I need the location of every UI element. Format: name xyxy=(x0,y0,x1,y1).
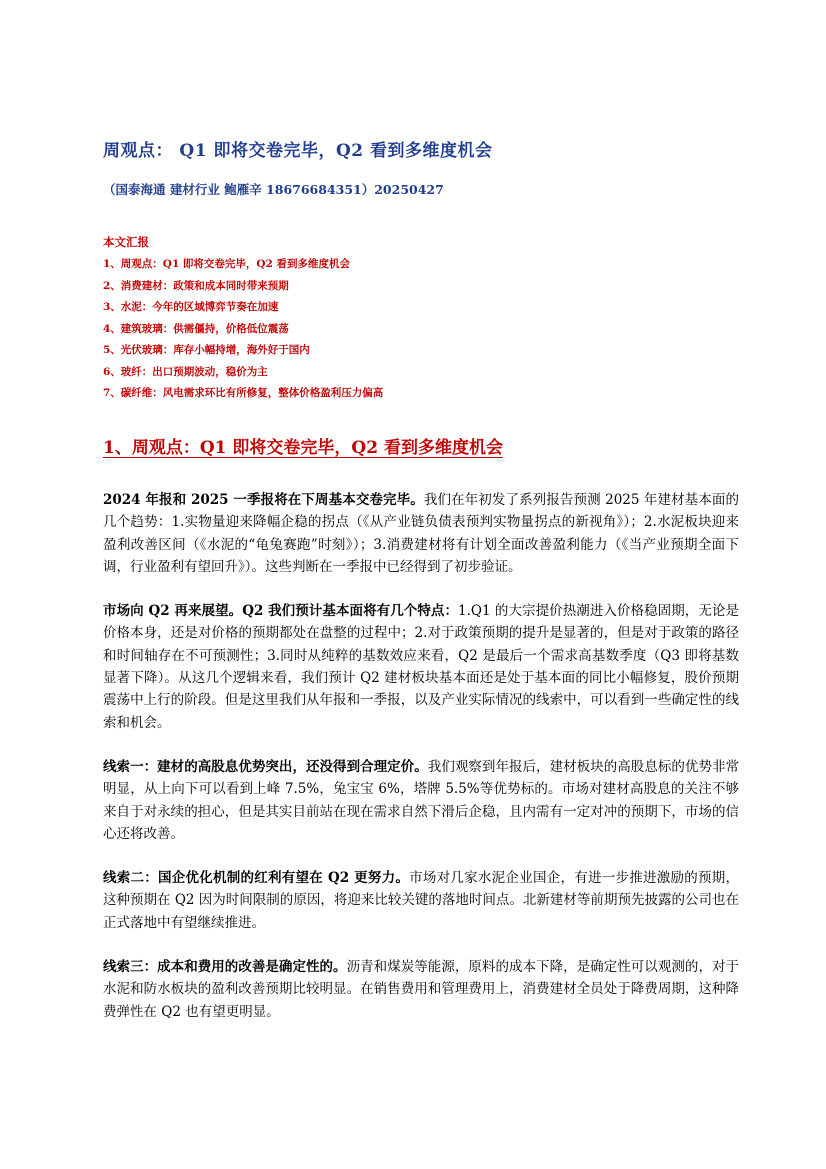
report-byline: （国泰海通 建材行业 鲍雁辛 18676684351）20250427 xyxy=(103,182,444,197)
paragraph-lead: 线索三：成本和费用的改善是确定性的。 xyxy=(103,959,347,976)
paragraph-1 xyxy=(103,489,739,578)
toc-item-6: 6、玻纤：出口预期波动，稳价为主 xyxy=(103,365,268,378)
toc-item-1: 1、周观点：Q1 即将交卷完毕，Q2 看到多维度机会 xyxy=(103,258,351,270)
toc-item-4: 4、建筑玻璃：供需僵持，价格低位震荡 xyxy=(103,322,289,335)
toc-item-7: 7、碳纤维：风电需求环比有所修复，整体价格盈利压力偏高 xyxy=(103,387,384,399)
paragraph-text: 1.Q1 的大宗提价热潮进入价格稳固期，无论是价格本身，还是对价格的预期都处在盘整的过程中；2.对于政策预期的提升是显著的，但是对于政策的路径和时间轴存在不可预测性；3.同时从纯粹的基数效应来看，Q2 是最后一个需求高基数季度（Q3 即将基数显著下降）。从这几个逻辑来看，我们预计 Q2 建材板块基本面还是处于基本面的同比小幅修复，股价预期震荡中上行的阶段。但是这里我们从年报和一季报，以及产业实际情况的线索中，可以看到一些确定性的线索和机会。 xyxy=(103,603,740,731)
toc-item-2: 2、消费建材：政策和成本同时带来预期 xyxy=(103,279,289,292)
page-title: 周观点： Q1 即将交卷完毕，Q2 看到多维度机会 xyxy=(103,141,493,161)
toc-item-3: 3、水泥：今年的区域博弈节奏在加速 xyxy=(103,301,279,313)
paragraph-3 xyxy=(103,756,739,845)
paragraph-text: 我们在年初发了系列报告预测 2025 年建材基本面的几个趋势：1.实物量迎来降幅企稳的拐点（《从产业链负债表预判实物量拐点的新视角》）；2.水泥板块迎来盈利改善区间（《水泥的“龟兔赛跑”时刻》）；3.消费建材将有计划全面改善盈利能力（《当产业预期全面下调，行业盈利有望回升》）。这些判断在一季报中已经得到了初步验证。 xyxy=(103,492,739,575)
toc-item-5: 5、光伏玻璃：库存小幅持增，海外好于国内 xyxy=(103,344,310,356)
body-text xyxy=(103,489,739,1045)
paragraph-lead: 2024 年报和 2025 一季报将在下周基本交卷完毕。 xyxy=(103,492,424,508)
paragraph-4 xyxy=(103,867,739,934)
paragraph-lead: 线索一：建材的高股息优势突出，还没得到合理定价。 xyxy=(103,758,428,775)
paragraph-lead: 线索二：国企优化机制的红利有望在 Q2 更努力。 xyxy=(103,870,410,887)
paragraph-text: 市场对几家水泥企业国企，有进一步推进激励的预期，这种预期在 Q2 因为时间限制的原因，将迎来比较关键的落地时间点。北新建材等前期预先披露的公司也在正式落地中有望继续推进。 xyxy=(103,870,740,931)
paragraph-lead: 市场向 Q2 再来展望。Q2 我们预计基本面将有几个特点： xyxy=(103,603,459,620)
paragraph-text: 我们观察到年报后，建材板块的高股息标的优势非常明显，从上向下可以看到上峰 7.5%，兔宝宝 6%，塔牌 5.5%等优势标的。市场对建材高股息的关注不够来自于对永续的担心，但是其实目前站在现在需求自然下滑后企稳，且内需有一定对冲的预期下，市场的信心还将改善。 xyxy=(103,758,740,842)
paragraph-2 xyxy=(103,600,739,734)
section-heading: 1、周观点：Q1 即将交卷完毕，Q2 看到多维度机会 xyxy=(103,438,503,458)
paragraph-text: 沥青和煤炭等能源，原料的成本下降，是确定性可以观测的，对于水泥和防水板块的盈利改善预期比较明显。在销售费用和管理费用上，消费建材全员处于降费周期，这种降费弹性在 Q2 也有望更明显。 xyxy=(103,959,740,1020)
toc-heading: 本文汇报 xyxy=(103,235,149,249)
paragraph-5 xyxy=(103,956,739,1023)
table-of-contents xyxy=(103,233,743,405)
